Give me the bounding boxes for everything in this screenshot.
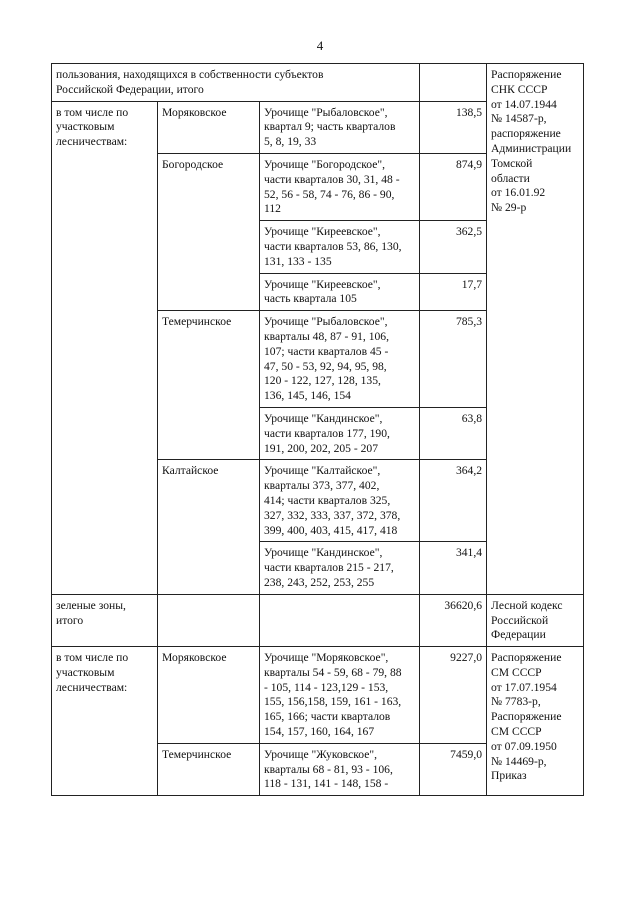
table-row — [52, 594, 584, 646]
page-number: 4 — [316, 38, 324, 53]
area-value: 364,2 — [420, 460, 487, 542]
tract-description: Урочище "Киреевское", часть квартала 105 — [260, 273, 420, 311]
area-value: 63,8 — [420, 407, 487, 459]
tract-description: Урочище "Рыбаловское", кварталы 48, 87 - 91, 106, 107; части кварталов 45 - 47, 50 - 53, 92, 94, 95, 98, 120 - 122, 127, 128, 135, 136, 145, 146, 154 — [260, 311, 420, 408]
legal-basis-cell: Лесной кодекс Российской Федерации — [487, 594, 584, 646]
tract-description — [260, 594, 420, 646]
tract-description: Урочище "Моряковское", кварталы 54 - 59, 68 - 79, 88 - 105, 114 - 123,129 - 153, 155, 156,158, 159, 161 - 163, 165, 166; части кварталов 154, 157, 160, 164, 167 — [260, 647, 420, 744]
forestry-name: Богородское — [158, 153, 260, 310]
area-value: 9227,0 — [420, 647, 487, 744]
forestry-name — [158, 594, 260, 646]
area-value: 138,5 — [420, 101, 487, 153]
table-row — [52, 64, 584, 102]
forestry-name: Моряковское — [158, 647, 260, 744]
table-row — [52, 647, 584, 744]
legal-basis-cell: Распоряжение СНК СССР от 14.07.1944 № 14587-р, распоряжение Администрации Томской области от 16.01.92 № 29-р — [487, 64, 584, 595]
row-label: пользования, находящихся в собственности субъектов Российской Федерации, итого — [52, 64, 420, 102]
area-value: 341,4 — [420, 542, 487, 594]
tract-description: Урочище "Жуковское", кварталы 68 - 81, 93 - 106, 118 - 131, 141 - 148, 158 - — [260, 743, 420, 795]
row-label: зеленые зоны, итого — [52, 594, 158, 646]
tract-description: Урочище "Киреевское", части кварталов 53, 86, 130, 131, 133 - 135 — [260, 221, 420, 273]
area-value: 874,9 — [420, 153, 487, 220]
forestry-name: Моряковское — [158, 101, 260, 153]
forestry-name: Калтайское — [158, 460, 260, 594]
tract-description: Урочище "Калтайское", кварталы 373, 377, 402, 414; части кварталов 325, 327, 332, 333, 337, 372, 378, 399, 400, 403, 415, 417, 418 — [260, 460, 420, 542]
area-value: 785,3 — [420, 311, 487, 408]
legal-basis-cell: Распоряжение СМ СССР от 17.07.1954 № 7783-р, Распоряжение СМ СССР от 07.09.1950 № 14469-р, Приказ — [487, 647, 584, 796]
area-value: 7459,0 — [420, 743, 487, 795]
group-label: в том числе по участковым лесничествам: — [52, 101, 158, 594]
tract-description: Урочище "Богородское", части кварталов 30, 31, 48 - 52, 56 - 58, 74 - 76, 86 - 90, 112 — [260, 153, 420, 220]
area-value: 36620,6 — [420, 594, 487, 646]
tract-description: Урочище "Рыбаловское", квартал 9; часть кварталов 5, 8, 19, 33 — [260, 101, 420, 153]
tract-description: Урочище "Кандинское", части кварталов 215 - 217, 238, 243, 252, 253, 255 — [260, 542, 420, 594]
tract-description: Урочище "Кандинское", части кварталов 177, 190, 191, 200, 202, 205 - 207 — [260, 407, 420, 459]
group-label: в том числе по участковым лесничествам: — [52, 647, 158, 796]
area-value: 362,5 — [420, 221, 487, 273]
forest-lands-table — [51, 63, 584, 796]
value-cell — [420, 64, 487, 102]
area-value: 17,7 — [420, 273, 487, 311]
forestry-name: Темерчинское — [158, 311, 260, 460]
forestry-name: Темерчинское — [158, 743, 260, 795]
